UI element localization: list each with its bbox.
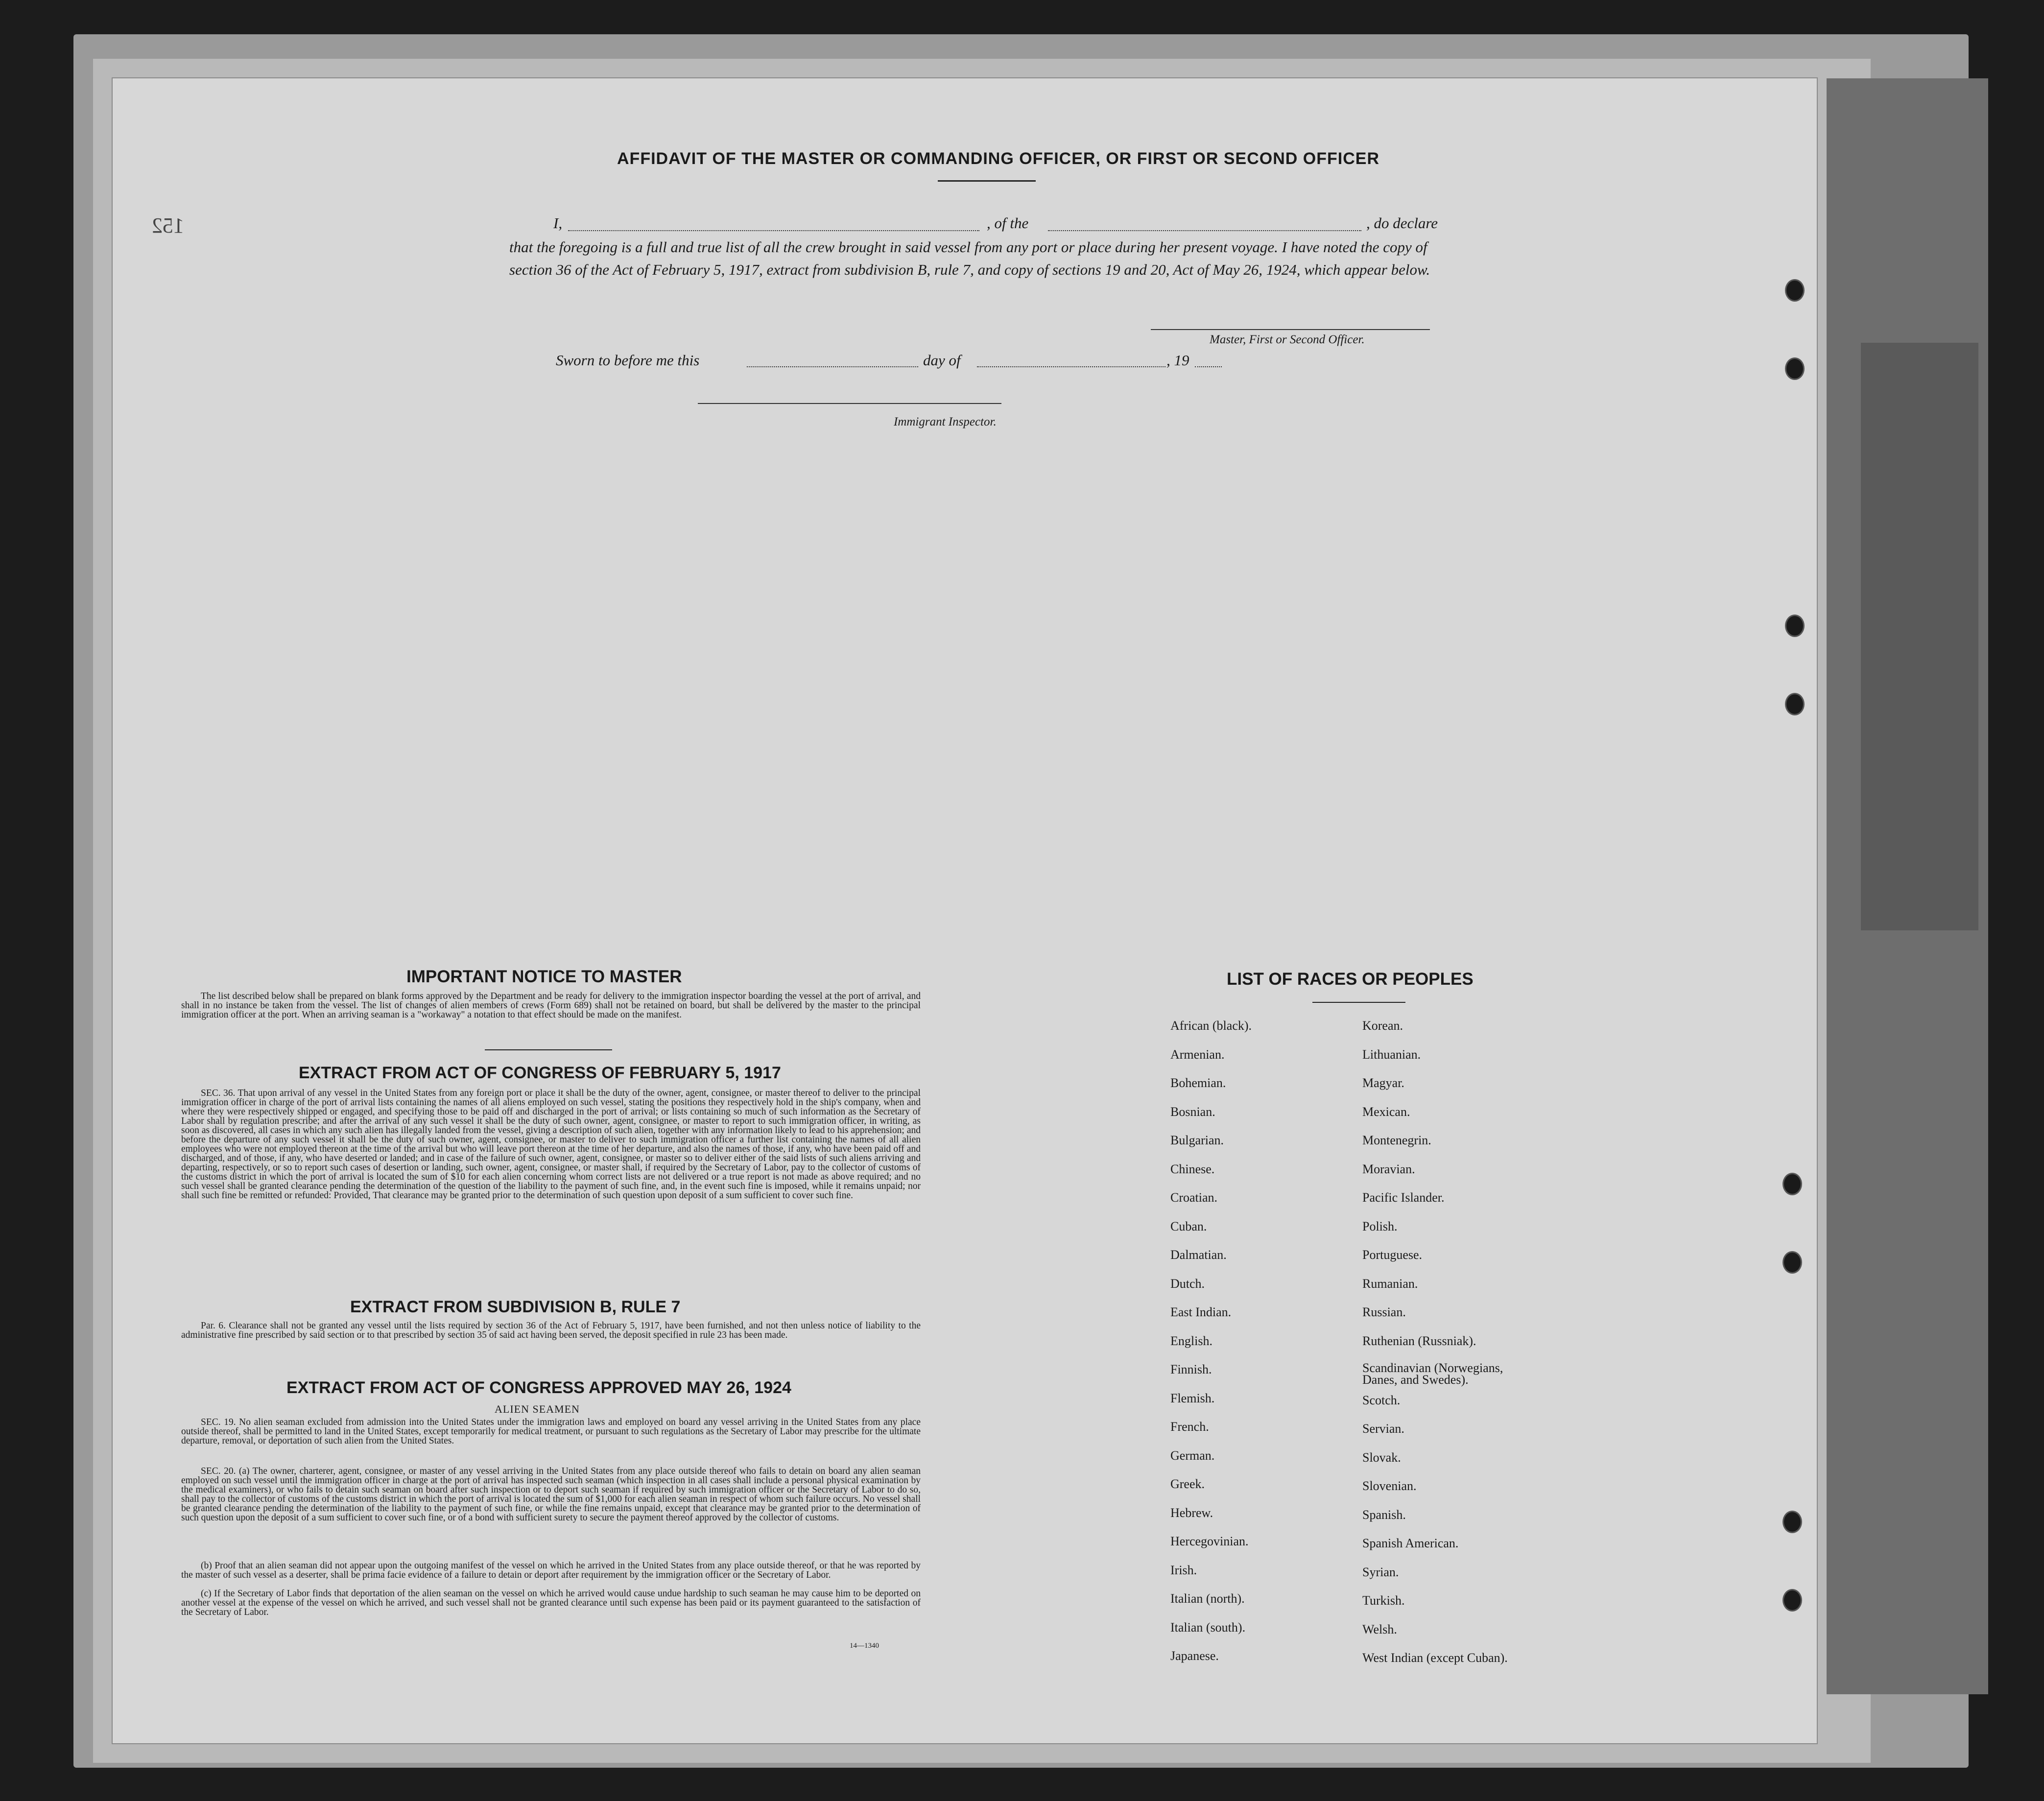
sworn-year: , 19 <box>1166 352 1189 369</box>
race-item: Montenegrin. <box>1362 1133 1431 1147</box>
binder-hole <box>1785 279 1805 302</box>
binder-hole <box>1785 615 1805 637</box>
sec20b-text: (b) Proof that an alien seaman did not appear upon the outgoing manifest of the vessel on which he arrived in the United States from any place outside thereof, or that he was reported by the master of such vessel as a deserter, shall be prima facie evidence of a failure to detain or deport after requirement by the immigration officer or the Secretary of Labor. <box>181 1561 921 1580</box>
race-item: Italian (south). <box>1170 1620 1246 1635</box>
race-item: Armenian. <box>1170 1047 1225 1062</box>
race-item: Pacific Islander. <box>1362 1190 1445 1205</box>
race-item: Bohemian. <box>1170 1076 1226 1090</box>
race-item: Moravian. <box>1362 1161 1415 1176</box>
race-item: Spanish. <box>1362 1507 1406 1522</box>
race-item: Syrian. <box>1362 1564 1399 1579</box>
race-item: Spanish American. <box>1362 1536 1459 1550</box>
race-item: West Indian (except Cuban). <box>1362 1651 1508 1665</box>
race-item: Magyar. <box>1362 1076 1404 1090</box>
race-item: Scotch. <box>1362 1393 1401 1407</box>
sworn-month-field[interactable] <box>977 366 1165 367</box>
signature-label: Master, First or Second Officer. <box>1210 333 1365 346</box>
sworn-date-field[interactable] <box>747 366 918 367</box>
divider <box>938 180 1036 182</box>
race-item: Hercegovinian. <box>1170 1534 1249 1548</box>
race-item: Russian. <box>1362 1305 1406 1319</box>
affidavit-declare: , do declare <box>1366 214 1438 232</box>
extract-rule7-title: EXTRACT FROM SUBDIVISION B, RULE 7 <box>350 1298 681 1316</box>
sec20c-text: (c) If the Secretary of Labor finds that deportation of the alien seaman on the vessel on which he arrived would cause undue hardship to such seaman he may cause him to be deported on another vessel at the expense of the vessel on which he arrived, and such vessel shall not be granted clearance until such expense has been paid or its payment guaranteed to the satisfaction of the Secretary of Labor. <box>181 1588 921 1617</box>
race-item: Japanese. <box>1170 1649 1219 1663</box>
race-item: Greek. <box>1170 1477 1205 1491</box>
race-item: Dalmatian. <box>1170 1248 1227 1262</box>
binder-edge-inner <box>1861 343 1978 930</box>
race-item: Bulgarian. <box>1170 1133 1224 1147</box>
race-item: Croatian. <box>1170 1190 1218 1205</box>
race-item: Welsh. <box>1362 1622 1397 1636</box>
affidavit-of-the: , of the <box>987 214 1029 232</box>
races-title: LIST OF RACES OR PEOPLES <box>1227 970 1474 989</box>
binder-hole <box>1783 1589 1802 1611</box>
race-item: Italian (north). <box>1170 1591 1245 1606</box>
race-item: Scandinavian (Norwegians, Danes, and Swedes). <box>1362 1361 1503 1387</box>
inspector-label: Immigrant Inspector. <box>894 415 997 428</box>
binder-hole <box>1783 1251 1802 1274</box>
race-item: Finnish. <box>1170 1362 1212 1376</box>
sworn-year-field[interactable] <box>1195 366 1222 367</box>
race-item: Turkish. <box>1362 1593 1405 1608</box>
race-item: Polish. <box>1362 1219 1398 1233</box>
race-item: German. <box>1170 1448 1215 1463</box>
affidavit-body: that the foregoing is a full and true list of all the crew brought in said vessel from any port or place during her present voyage. I have noted the copy of section 36 of the Act of February 5, 1917, extract from subdivision B, rule 7, and copy of sections 19 and 20, Act of May 26, 1924, which appear below. <box>509 238 1430 278</box>
race-item: Hebrew. <box>1170 1505 1213 1520</box>
race-item: Rumanian. <box>1362 1276 1418 1291</box>
vessel-field[interactable] <box>1048 230 1361 231</box>
race-item: East Indian. <box>1170 1305 1232 1319</box>
race-item: Slovenian. <box>1362 1479 1417 1493</box>
binder-hole <box>1783 1173 1802 1195</box>
race-item: Bosnian. <box>1170 1104 1215 1119</box>
inspector-signature-line[interactable] <box>698 403 1001 404</box>
sec20a-text: SEC. 20. (a) The owner, charterer, agent, consignee, or master of any vessel arriving in the United States from any place outside thereof who fails to detain on board any alien seaman employed on such vessel until the immigration officer in charge at the port of arrival has inspected such seaman (which inspection in all cases shall include a personal physical examination by the medical examiners), or who fails to detain such seaman on board after such inspection or to deport such seaman if required by such immigration officer or the Secretary of Labor to do so, shall pay to the collector of customs of the customs district in which the port of arrival is located the sum of $1,000 for each alien seaman in respect of whom such failure occurs. No vessel shall be granted clearance pending the determination of the liability to the payment of such fine, or while the fine remains unpaid, except that clearance may be granted prior to the determination of such question upon the deposit of a sum sufficient to cover such fine, or of a bond with sufficient surety to secure the payment thereof approved by the collector of customs. <box>181 1466 921 1523</box>
race-item: Portuguese. <box>1362 1248 1423 1262</box>
sec19-text: SEC. 19. No alien seaman excluded from admission into the United States under the immigration laws and employed on board any vessel arriving in the United States from any place outside thereof, shall be permitted to land in the United States, except temporarily for medical treatment, or pursuant to such regulations as the Secretary of Labor may prescribe for the ultimate departure, removal, or deportation of such alien from the United States. <box>181 1417 921 1446</box>
race-item: Flemish. <box>1170 1391 1215 1405</box>
form-number: 14—1340 <box>850 1642 879 1650</box>
race-item: African (black). <box>1170 1019 1252 1033</box>
binder-hole <box>1783 1511 1802 1533</box>
race-item: Servian. <box>1362 1422 1404 1436</box>
affidavit-i: I, <box>553 214 563 232</box>
side-number: 152 <box>152 213 184 237</box>
extract-rule7-body: Par. 6. Clearance shall not be granted any vessel until the lists required by section 36 of the Act of February 5, 1917, have been furnished, and not then unless notice of liability to the administrative fine prescribed by said section or to that prescribed by section 35 of said act having been served, the deposit specified in rule 23 has been made. <box>181 1321 921 1340</box>
extract-1924-title: EXTRACT FROM ACT OF CONGRESS APPROVED MAY 26, 1924 <box>286 1378 791 1397</box>
race-item: Cuban. <box>1170 1219 1207 1233</box>
affidavit-title: AFFIDAVIT OF THE MASTER OR COMMANDING OFFICER, OR FIRST OR SECOND OFFICER <box>617 149 1379 168</box>
notice-body: The list described below shall be prepared on blank forms approved by the Department and be ready for delivery to the immigration inspector boarding the vessel at the port of arrival, and shall in no instance be taken from the vessel. The list of changes of alien members of crews (Form 689) shall not be retained on board, but shall be delivered by the master to the principal immigration officer at the port. When an arriving seaman is a "workaway" a notation to that effect should be made on the manifest. <box>181 991 921 1020</box>
race-item: Ruthenian (Russniak). <box>1362 1333 1476 1348</box>
race-item: Chinese. <box>1170 1161 1215 1176</box>
race-item: English. <box>1170 1333 1212 1348</box>
name-field[interactable] <box>568 230 979 231</box>
race-item: Slovak. <box>1362 1450 1401 1465</box>
race-item: Dutch. <box>1170 1276 1205 1291</box>
race-item: Lithuanian. <box>1362 1047 1421 1062</box>
race-item: Mexican. <box>1362 1104 1410 1119</box>
divider <box>1312 1002 1405 1003</box>
extract-1917-title: EXTRACT FROM ACT OF CONGRESS OF FEBRUARY 5, 1917 <box>299 1064 781 1082</box>
sworn-day: day of <box>923 352 961 369</box>
notice-title: IMPORTANT NOTICE TO MASTER <box>406 967 682 986</box>
sworn-prefix: Sworn to before me this <box>556 352 700 369</box>
binder-hole <box>1785 357 1805 380</box>
signature-line[interactable] <box>1151 329 1430 330</box>
divider <box>485 1049 612 1050</box>
race-item: Irish. <box>1170 1563 1197 1577</box>
binder-hole <box>1785 693 1805 715</box>
extract-1917-body: SEC. 36. That upon arrival of any vessel in the United States from any foreign port or place it shall be the duty of the owner, agent, consignee, or master thereof to deliver to the principal immigration officer in charge of the port of arrival lists containing the names of all aliens employed on such vessel, stating the positions they respectively hold in the ship's company, when and where they were respectively shipped or engaged, and specifying those to be paid off and discharged in the port of arrival; or lists containing so much of such information as the Secretary of Labor shall by regulation prescribe; and after the arrival of any such vessel it shall be the duty of such owner, agent, consignee, or master to report to such immigration officer, in writing, as soon as discovered, all cases in which any such alien has illegally landed from the vessel, giving a description of such alien, together with any information likely to lead to his apprehension; and before the departure of any such vessel it shall be the duty of such owner, agent, consignee, or master to deliver to such immigration officer a further list containing the names of all alien employees who were not employed thereon at the time of the arrival but who will leave port thereon at the time of her departure, and also the names of those, if any, who have been paid off and discharged, and of those, if any, who have deserted or landed; and in case of the failure of such owner, agent, consignee, or master so to deliver either of the said lists of such aliens arriving and departing, respectively, or so to report such cases of desertion or landing, such owner, agent, consignee, or master shall, if required by the Secretary of Labor, pay to the collector of customs of the customs district in which the port of arrival is located the sum of $10 for each alien concerning whom correct lists are not delivered or a true report is not made as above required; and no such vessel shall be granted clearance pending the determination of the question of the liability to the payment of such fine, and, in the event such fine is imposed, while it remains unpaid; nor shall such fine be remitted or refunded: Provided, That clearance may be granted prior to the determination of such question upon deposit of a sum sufficient to cover such fine. <box>181 1088 921 1201</box>
race-item: Korean. <box>1362 1019 1403 1033</box>
race-item: French. <box>1170 1420 1209 1434</box>
alien-seamen-subtitle: ALIEN SEAMEN <box>495 1403 580 1415</box>
